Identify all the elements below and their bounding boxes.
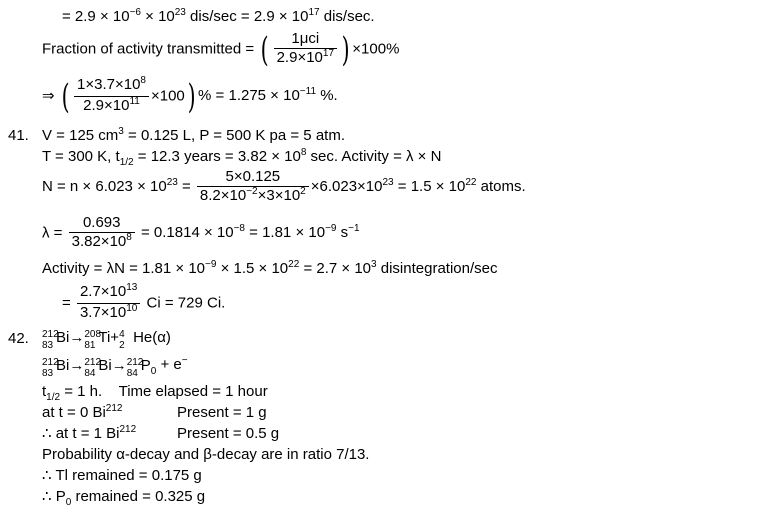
q42-line-5-present: Present = 0.5 g [177,425,280,442]
result-line: ⇒ ( $\frac{1\times 3.7\times 10^8}{2.9\times 10^{11}}$ ×100) % = $1.275 \times 10^{-11}$ %. [42,75,338,117]
q41-line-6: = $\frac{2.7\times 10^{13}}{3.7\times 10^{10}}$ Ci = 729 Ci. [62,283,225,324]
q41-line-1: V = 125 $cm^3 = 0.125$ L, P = 500 K pa = 5 atm. [42,126,345,144]
question-number: 41. [8,127,29,144]
q42-line-6: Probability α-decay and β-decay are in ratio 7/13. [42,446,370,463]
fraction: $\frac{1\times 3.7\times 10^8}{2.9\times 10^{11}}$ [74,76,149,117]
q42-reaction-1: 212 83 Bi→ 208 81 Ti+ 4 2 He(α) [42,329,171,351]
q42-reaction-2: 212 83 Bi→ 212 84 Bi→ 212 84 $P_0 + e^-$ [42,355,188,379]
q42-line-3: $t_{1/2} = 1$ h. Time elapsed = 1 hour [42,383,268,403]
q41-line-3: $N = n \times 6.023 \times 10^{23}$ = $\frac{5\times 0.125}{8.2\times 10^{-2}\times 3\times 10^2}$ $\times 6.023\times 10^{23} = 1.5 \times 10^{22}$ atoms. [42,168,526,207]
q41-line-4: λ = $\frac{0.693}{3.82\times 10^8}$ = $0.1814 \times 10^{-8} = 1.81 \times 10^{-9}$ $s^{-1}$ [42,214,360,253]
fraction-transmitted-line: Fraction of activity transmitted = ( $\frac{\text{1μci}}{2.9\times 10^{17}}$ ) ×100% [42,29,400,70]
q42-line-4-present: Present = 1 g [177,404,267,421]
q42-line-7: ∴ Tl remained = 0.175 g [42,467,202,484]
fraction: $\frac{2.7\times 10^{13}}{3.7\times 10^{10}}$ [77,283,140,324]
fraction: $\frac{5\times 0.125}{8.2\times 10^{-2}\times 3\times 10^2}$ [197,168,309,207]
q42-line-8: ∴ $P_0$ remained = 0.325 g [42,488,206,508]
activity-line: = $2.9 \times 10^{-6} \times 10^{23}$ $dis/\sec = 2.9 \times 10^{17}$ dis/sec. [62,7,375,25]
fraction: $\frac{\text{1μci}}{2.9\times 10^{17}}$ [274,30,337,69]
q42-line-5: ∴ at t = 1 Bi$^{212}$ [42,424,137,442]
q42-line-4: at t = 0 Bi$^{212}$ [42,403,123,421]
fraction: $\frac{0.693}{3.82\times 10^8}$ [69,214,135,253]
q41-line-2: T = 300 K, $t_{1/2} = 12.3$ years = $3.82 \times 10^8$ sec. Activity = λ × N [42,147,442,168]
question-number: 42. [8,330,29,347]
q41-line-5: Activity = $\lambda N = 1.81 \times 10^{-9} \times 1.5 \times 10^{22} = 2.7 \times 10^3$ disintegration/sec [42,259,498,277]
